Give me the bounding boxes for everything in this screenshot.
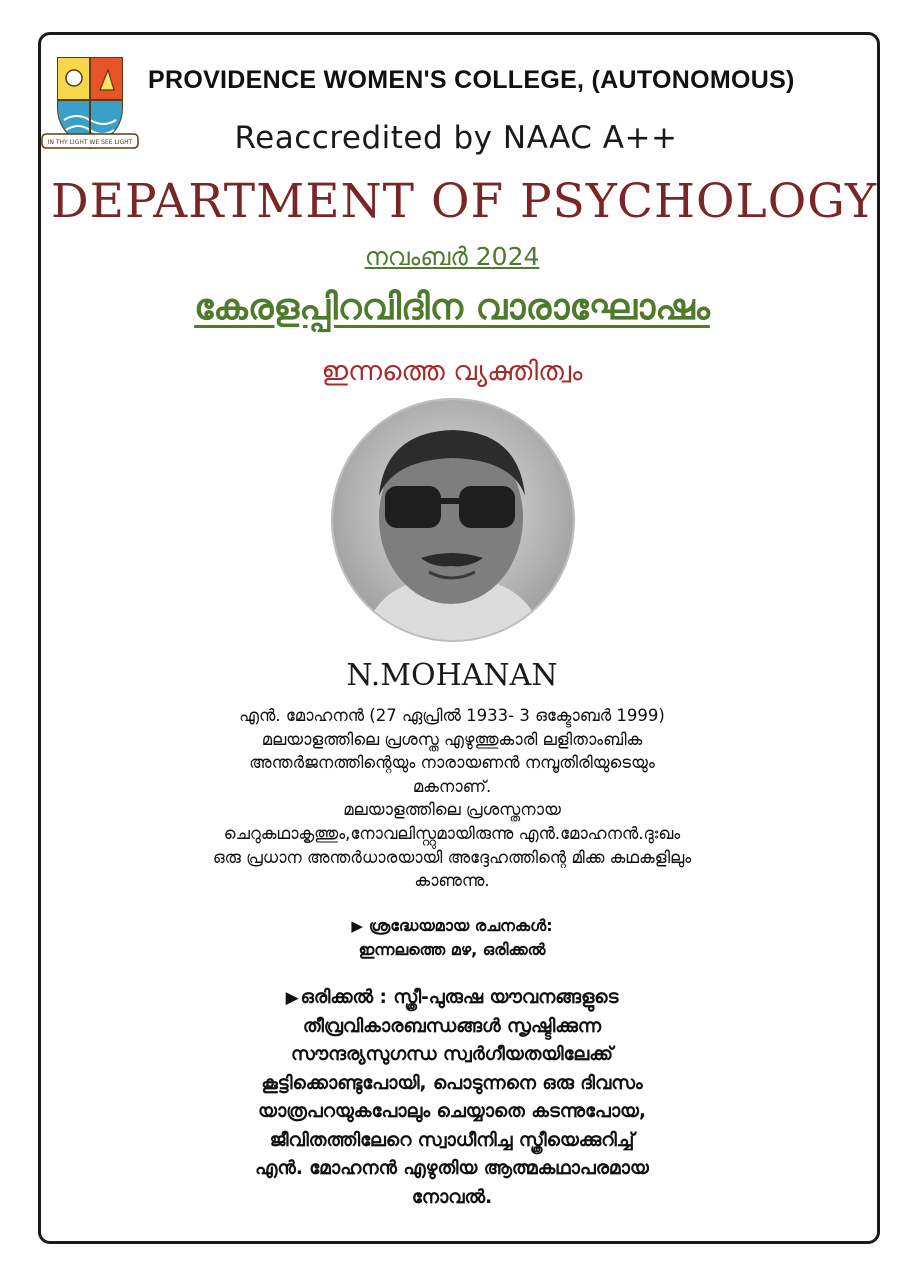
- novel-line: നോവൽ.: [411, 1186, 493, 1208]
- novel-line: സൗന്ദര്യസുഗന്ധ സ്വർഗീയതയിലേക്ക്: [291, 1044, 613, 1065]
- person-name: N.MOHANAN: [346, 658, 558, 693]
- bio-line: മലയാളത്തിലെ പ്രശസ്ത എഴുത്തുകാരി ലളിതാംബിക: [261, 729, 643, 749]
- triangle-right-icon: ▶: [351, 917, 363, 935]
- novel-line: ജീവിതത്തിലേറെ സ്വാധീനിച്ച സ്ത്രീയെക്കുറിച്ച്: [269, 1129, 635, 1151]
- notable-works: [0, 914, 904, 962]
- bio-line: അന്തർജനത്തിന്റെയും നാരായണൻ നമ്പൂതിരിയുടെയും: [249, 753, 655, 773]
- bio-line: ഒരു പ്രധാന അന്തർധാരയായി അദ്ദേഹത്തിന്റെ മിക്ക കഥകളിലും: [212, 847, 692, 867]
- accreditation-text: Reaccredited by NAAC A++: [234, 120, 678, 156]
- bio-line: ചെറുകഥാകൃത്തും,നോവലിസ്റ്റുമായിരുന്നു എൻ.മോഹനൻ.ദുഃഖം: [223, 823, 681, 843]
- novel-line: ഒരിക്കൽ : സ്ത്രീ-പുരുഷ യൗവനങ്ങളുടെ: [300, 987, 619, 1008]
- novel-line: കൂട്ടിക്കൊണ്ടുപോയി, പൊടുന്നനെ ഒരു ദിവസം: [261, 1072, 643, 1094]
- bio-line: മകനാണ്.: [412, 776, 492, 796]
- bio-line: മലയാളത്തിലെ പ്രശസ്തനായ: [343, 800, 561, 820]
- bio-line: എൻ. മോഹനൻ (27 ഏപ്രിൽ 1933- 3 ഒക്ടോബർ 1999): [239, 706, 665, 725]
- bio-line: കാണുന്നു.: [414, 871, 490, 891]
- biography-text: [0, 704, 904, 893]
- event-subtitle: ഇന്നത്തെ വ്യക്തിത്വം: [321, 356, 583, 387]
- department-title: DEPARTMENT OF PSYCHOLOGY: [50, 174, 878, 229]
- college-name: PROVIDENCE WOMEN'S COLLEGE, (AUTONOMOUS): [148, 66, 795, 94]
- event-title: കേരളപ്പിറവിദിന വാരാഘോഷം: [194, 287, 710, 328]
- triangle-right-icon: ▶: [285, 988, 299, 1008]
- event-month: നവംബർ 2024: [364, 242, 540, 271]
- works-heading: ശ്രദ്ധേയമായ രചനകൾ:: [368, 916, 553, 935]
- novel-line: യാത്രപറയുകപോലും ചെയ്യാതെ കടന്നുപോയ,: [258, 1101, 646, 1122]
- works-list: ഇന്നലത്തെ മഴ, ഒരിക്കൽ: [358, 940, 546, 959]
- person-portrait-photo: [331, 398, 575, 642]
- novel-line: എൻ. മോഹനൻ എഴുതിയ ആത്മകഥാപരമായ: [255, 1158, 649, 1179]
- novel-description: [0, 984, 904, 1212]
- novel-line: തീവ്രവികാരബന്ധങ്ങൾ സൃഷ്ടിക്കുന്ന: [302, 1015, 602, 1037]
- crest-motto: IN THY LIGHT WE SEE LIGHT: [47, 139, 133, 146]
